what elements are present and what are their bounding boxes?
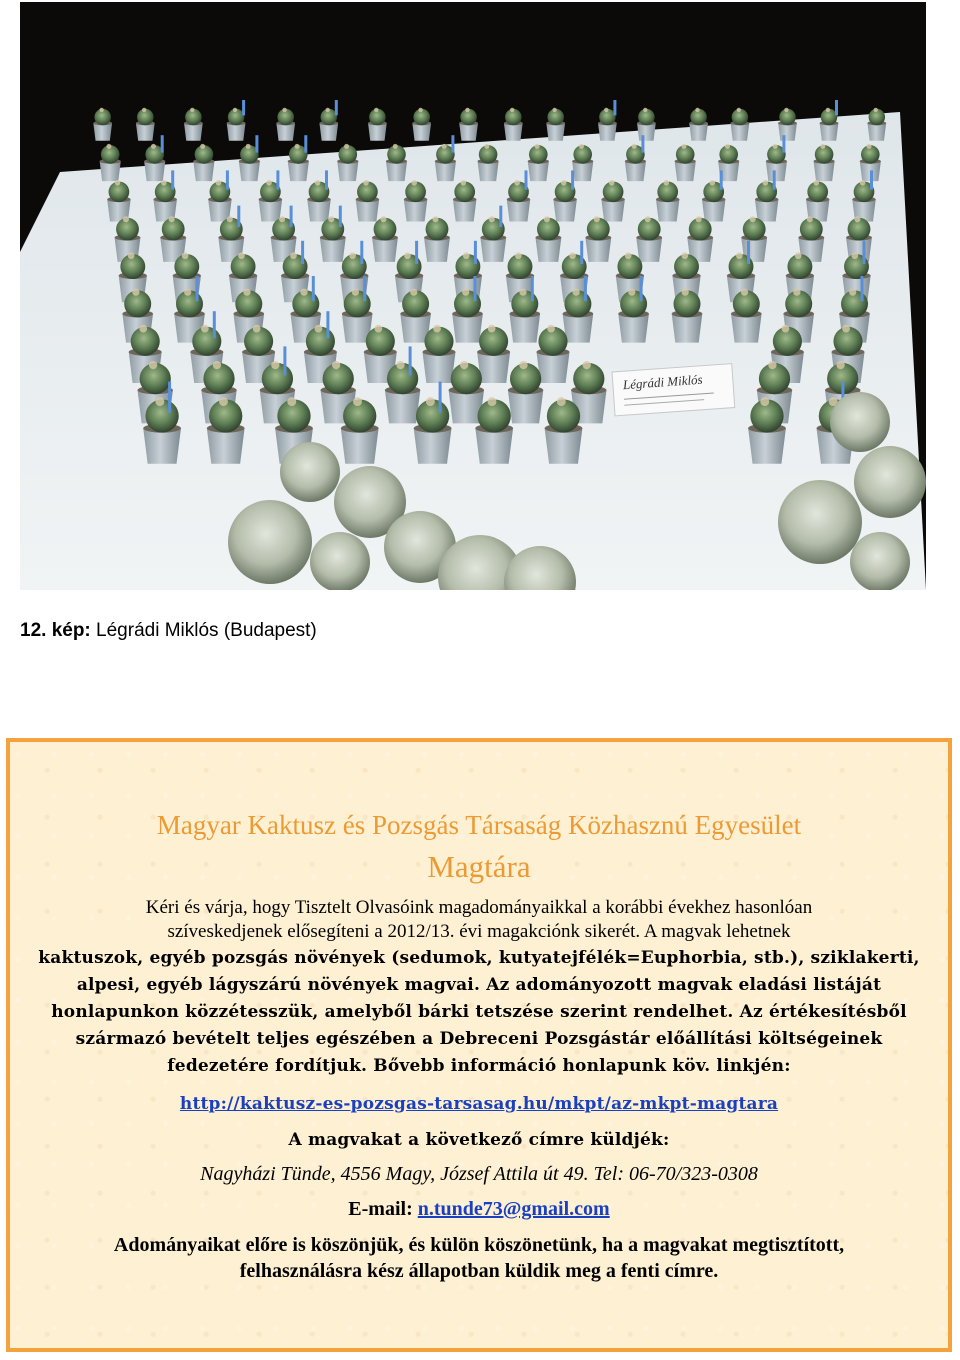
send-to-line: A magvakat a következő címre küldjék: <box>288 1130 670 1150</box>
org-name: Magyar Kaktusz és Pozsgás Társaság Közhasznú Egyesület <box>156 810 802 840</box>
thanks-line-1: Adományaikat előre is köszönjük, és külön köszönetünk, ha a magvakat megtisztított, <box>113 1234 845 1256</box>
body-line-4: alpesi, egyéb lágyszárú növények magvai. Az adományozott magvak eladási listáját <box>76 975 882 995</box>
body-line-1: Kéri és várja, hogy Tisztelt Olvasóink magadományaikkal a korábbi évekhez hasonlóan <box>145 897 813 918</box>
thanks-line-2: felhasználásra kész állapotban küldik meg a fenti címre. <box>239 1260 719 1282</box>
body-line-5: honlapunkon közzétesszük, amelyből bárki tetszése szerint rendelhet. Az értékesítésből <box>51 1002 907 1022</box>
email-line <box>10 1197 948 1221</box>
seed-bank-notice <box>6 738 952 1352</box>
caption-text: Légrádi Miklós (Budapest) <box>90 620 317 641</box>
photo-caption <box>20 618 317 644</box>
cactus-photo <box>20 2 926 590</box>
address-line: Nagyházi Tünde, 4556 Magy, József Attila út 49. Tel: 06-70/323-0308 <box>200 1163 758 1185</box>
org-subtitle: Magtára <box>427 849 531 884</box>
body-line-6: származó bevételt teljes egészében a Debreceni Pozsgástár előállítási költségeinek <box>75 1029 883 1049</box>
body-line-2: szíveskedjenek elősegíteni a 2012/13. évi magakciónk sikerét. A magvak lehetnek <box>167 921 791 942</box>
photo-label: Légrádi Miklós <box>622 371 704 393</box>
email-link[interactable]: n.tunde73@gmail.com <box>417 1198 610 1220</box>
body-line-7: fedezetére fordítjuk. Bővebb információ honlapunk köv. linkjén: <box>167 1056 791 1076</box>
magtar-link[interactable]: http://kaktusz-es-pozsgas-tarsasag.hu/mkpt/az-mkpt-magtara <box>179 1094 779 1114</box>
email-label: E-mail: <box>348 1198 418 1220</box>
body-line-3: kaktuszok, egyéb pozsgás növények (sedumok, kutyatejfélék=Euphorbia, stb.), sziklakerti, <box>38 948 920 968</box>
caption-number: 12. kép: <box>20 620 91 641</box>
link-line <box>10 1092 948 1116</box>
